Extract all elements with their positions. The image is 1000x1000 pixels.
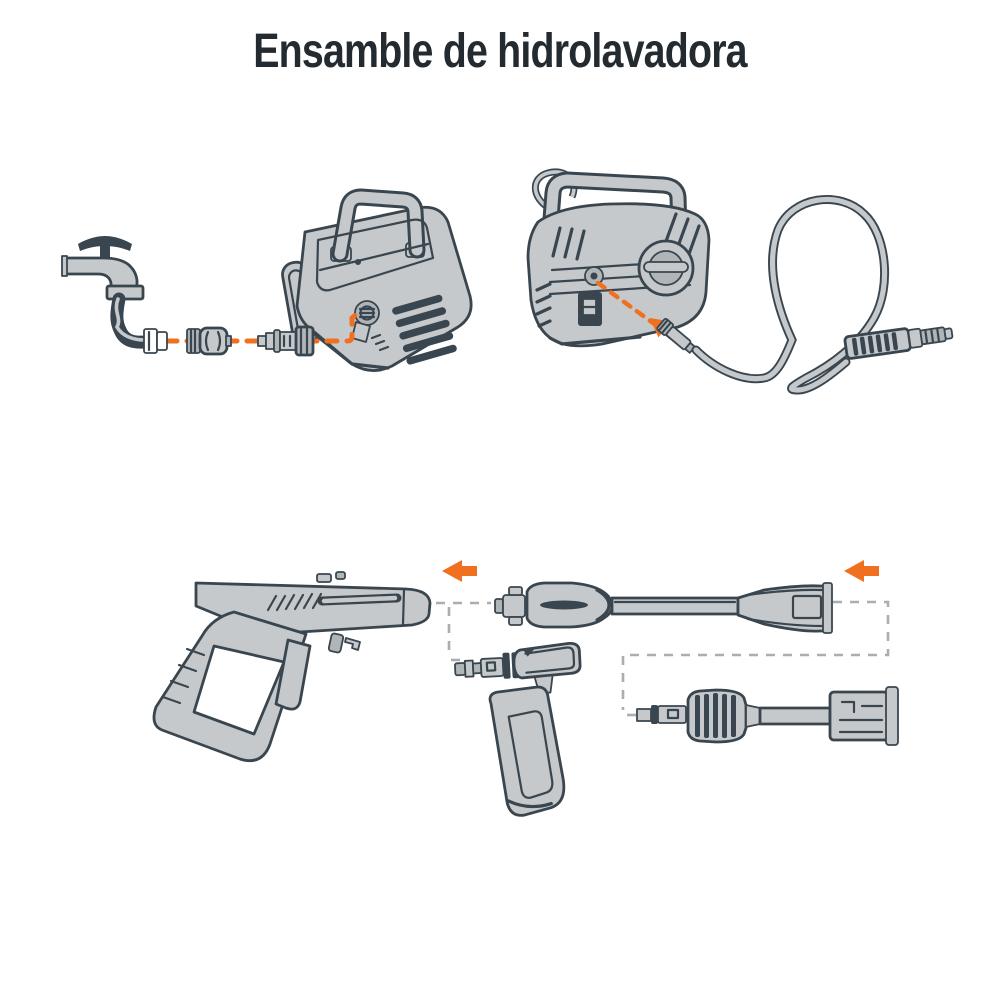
turbo-nozzle-lance-icon bbox=[637, 687, 898, 745]
attach-arrow-lance bbox=[844, 560, 879, 582]
hose-quick-connector-icon bbox=[187, 328, 231, 354]
power-switch bbox=[578, 292, 602, 326]
attach-arrow-gun bbox=[442, 560, 477, 582]
gun-lance-dashes bbox=[436, 603, 491, 660]
spray-gun-icon bbox=[154, 572, 430, 761]
safety-tab bbox=[328, 633, 343, 653]
faucet-icon bbox=[62, 236, 143, 299]
inlet-adapter-icon bbox=[258, 327, 313, 355]
hose-coupling-icon bbox=[844, 322, 953, 359]
page-title: Ensamble de hidrolavadora bbox=[253, 25, 747, 78]
pressure-washer-front-icon bbox=[528, 172, 709, 346]
extension-lance-icon bbox=[495, 583, 832, 633]
foam-cannon-icon bbox=[454, 643, 588, 819]
garden-hose-icon bbox=[116, 299, 167, 353]
hose-end-fitting-icon bbox=[144, 329, 167, 353]
nozzle-storage-dial bbox=[639, 241, 693, 295]
